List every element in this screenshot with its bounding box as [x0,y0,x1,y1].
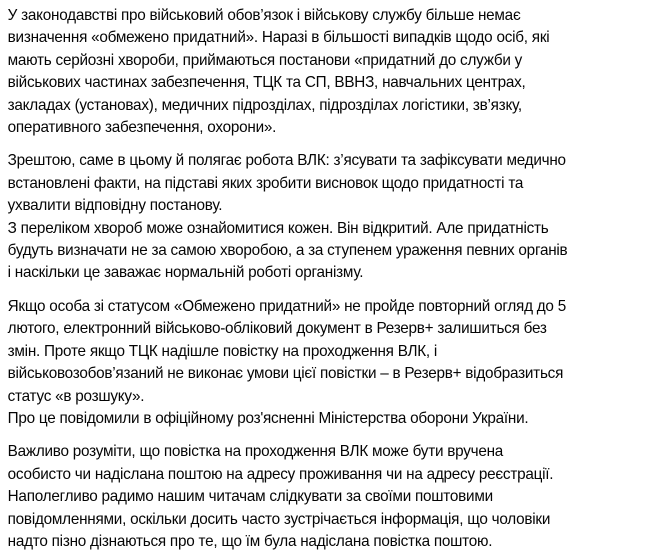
text-line: і наскільки це заважає нормальній роботі організму. [7,264,364,282]
text-line: ухвалити відповідну постанову. [7,197,223,215]
text-line: військових частинах забезпечення, ТЦК та СП, ВВНЗ, навчальних центрах, [7,74,526,92]
text-line: встановлені факти, на підставі яких зробити висновок щодо придатності та [7,174,524,192]
text-line: Наполегливо радимо нашим читачам слідкувати за своїми поштовими [7,488,493,506]
text-line: повідомленнями, оскільки досить часто зустрічається інформація, що чоловіки [7,510,551,528]
text-line: надто пізно дізнаються про те, що їм була надіслана повістка поштою. [7,532,493,550]
paragraph-summons-advice [8,441,627,553]
text-line: У законодавстві про військовий обов’язок і військову службу більше немає [7,7,521,24]
text-line: Про це повідомили в офіційному роз'ясненні Міністерства оборони України. [7,409,529,427]
text-line: Зрештою, саме в цьому й полягає робота ВЛК: з’ясувати та зафіксувати медично [7,152,566,170]
paragraph-vlk-role [8,150,627,284]
paragraph-reserve-plus [8,296,627,430]
text-line: військовозобов’язаний не виконає умови цієї повістки – в Резерв+ відобразиться [7,365,564,383]
text-line: З переліком хвороб може ознайомитися кожен. Він відкритий. Але придатність [7,219,549,237]
text-line: оперативного забезпечення, охорони». [7,119,277,137]
text-line: визначення «обмежено придатний». Наразі в більшості випадків щодо осіб, які [7,29,550,47]
text-line: змін. Проте якщо ТЦК надішле повістку на проходження ВЛК, і [7,342,438,360]
text-line: будуть визначати не за самою хворобою, а за ступенем ураження певних органів [7,242,568,260]
text-line: Важливо розуміти, що повістка на проходження ВЛК може бути вручена [7,443,504,461]
paragraph-legislation [8,5,627,139]
text-line: лютого, електронний військово-обліковий документ в Резерв+ залишиться без [7,320,547,338]
text-line: особисто чи надіслана поштою на адресу проживання чи на адресу реєстрації. [7,465,554,483]
text-line: закладах (установах), медичних підрозділах, підрозділах логістики, зв’язку, [7,96,522,114]
text-line: статус «в розшуку». [7,387,145,405]
text-line: мають серйозні хвороби, приймаються постанови «придатний до служби у [7,51,523,69]
text-line: Якщо особа зі статусом «Обмежено придатний» не пройде повторний огляд до 5 [7,297,566,315]
